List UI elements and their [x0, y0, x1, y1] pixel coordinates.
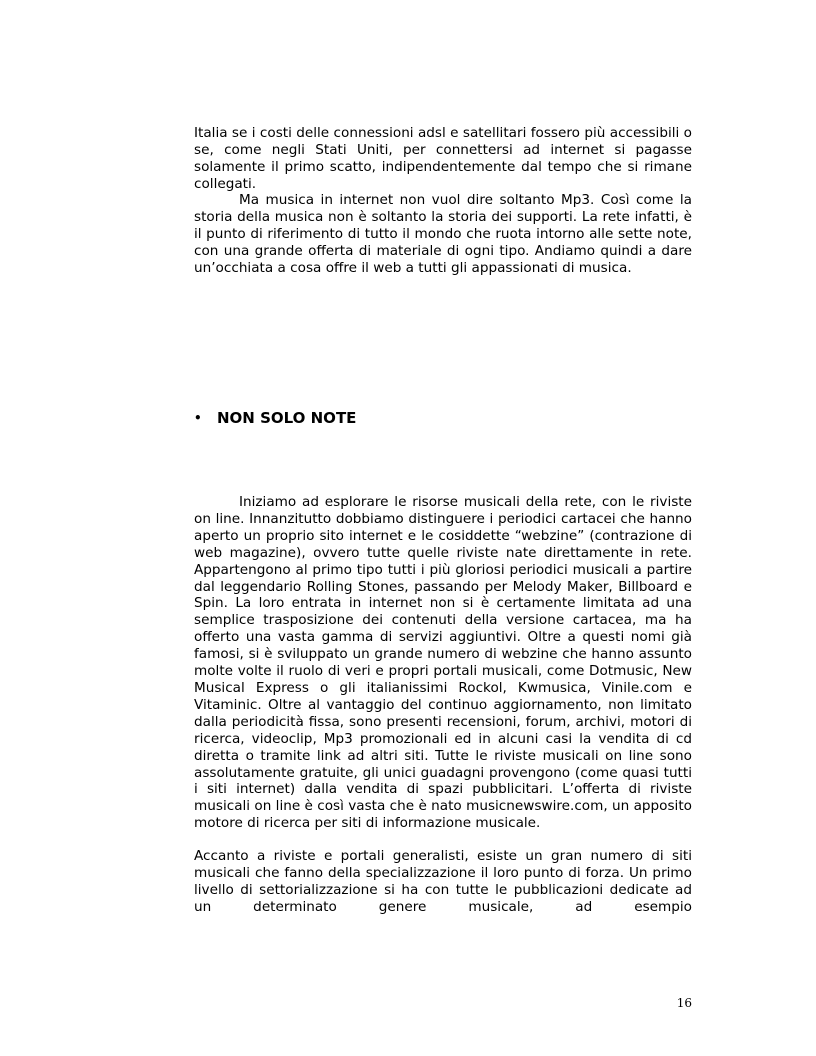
page-number: 16: [676, 996, 692, 1010]
paragraph-specialized-sites: Accanto a riviste e portali generalisti, esiste un gran numero di siti musicali che fanno della specializzazione il loro punto di forza. Un primo livello di settorializzazione si ha con tutte le pubblicazioni dedicate ad un determinato genere musicale, ad esempio: [194, 848, 692, 915]
section-heading: [194, 409, 692, 427]
bullet-icon: •: [194, 411, 202, 425]
section-title: NON SOLO NOTE: [217, 409, 357, 427]
paragraph-music-internet: Ma musica in internet non vuol dire soltanto Mp3. Così come la storia della musica non è soltanto la storia dei supporti. La rete infatti, è il punto di riferimento di tutto il mondo che ruota intorno alle sette note, con una grande offerta di materiale di ogni tipo. Andiamo quindi a dare un’occhiata a cosa offre il web a tutti gli appassionati di musica.: [194, 192, 692, 276]
paragraph-intro-continuation: Italia se i costi delle connessioni adsl e satellitari fossero più accessibili o se, come negli Stati Uniti, per connettersi ad internet si pagasse solamente il primo scatto, indipendentemente dal tempo che si rimane collegati.: [194, 125, 692, 192]
paragraph-online-magazines: Iniziamo ad esplorare le risorse musicali della rete, con le riviste on line. Innanzitutto dobbiamo distinguere i periodici cartacei che hanno aperto un proprio sito internet e le cosiddette “webzine” (contrazione di web magazine), ovvero tutte quelle riviste nate direttamente in rete. Appartengono al primo tipo tutti i più gloriosi periodici musicali a partire dal leggendario Rolling Stones, passando per Melody Maker, Billboard e Spin. La loro entrata in internet non si è certamente limitata ad una semplice trasposizione dei contenuti della versione cartacea, ma ha offerto una vasta gamma di servizi aggiuntivi. Oltre a questi nomi già famosi, si è sviluppato un grande numero di webzine che hanno assunto molte volte il ruolo di veri e propri portali musicali, come Dotmusic, New Musical Express o gli italianissimi Rockol, Kwmusica, Vinile.com e Vitaminic. Oltre al vantaggio del continuo aggiornamento, non limitato dalla periodicità fissa, sono presenti recensioni, forum, archivi, motori di ricerca, videoclip, Mp3 promozionali ed in alcuni casi la vendita di cd diretta o tramite link ad altri siti. Tutte le riviste musicali on line sono assolutamente gratuite, gli unici guadagni provengono (come quasi tutti i siti internet) dalla vendita di spazi pubblicitari. L’offerta di riviste musicali on line è così vasta che è nato musicnewswire.com, un apposito motore di ricerca per siti di informazione musicale.: [194, 494, 692, 832]
